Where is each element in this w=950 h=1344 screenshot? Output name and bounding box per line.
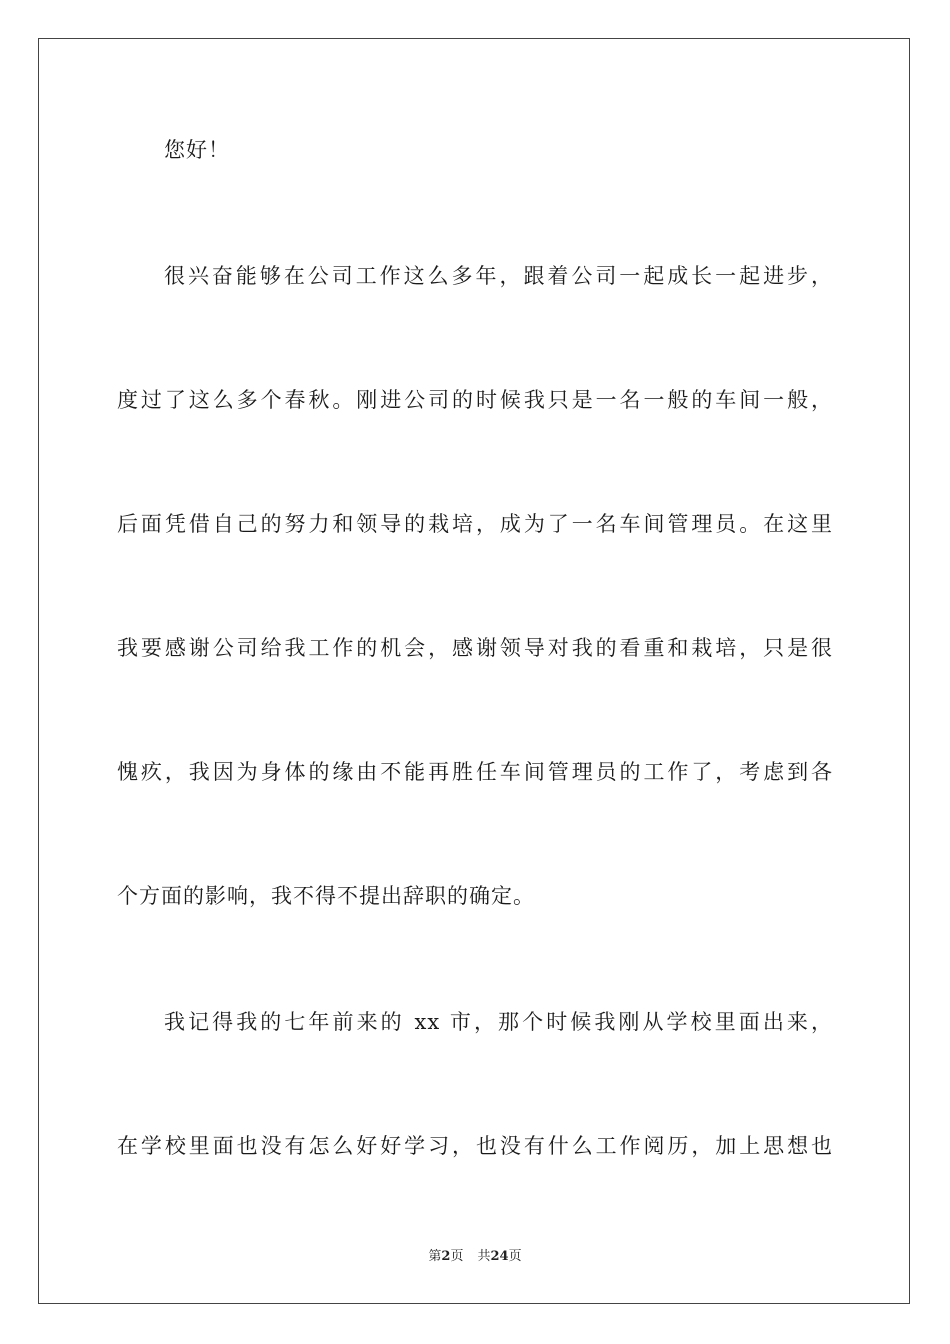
page-footer bbox=[0, 1248, 950, 1266]
greeting: 您好！ bbox=[164, 138, 230, 162]
paragraph-line: 我记得我的七年前来的 xx 市，那个时候我刚从学校里面出来， bbox=[164, 1010, 833, 1034]
paragraph-line: 很兴奋能够在公司工作这么多年，跟着公司一起成长一起进步， bbox=[164, 264, 833, 288]
footer-total-prefix: 共 bbox=[477, 1249, 491, 1264]
footer-page-prefix: 第 bbox=[428, 1249, 442, 1264]
page-border bbox=[38, 38, 910, 1304]
paragraph-line: 后面凭借自己的努力和领导的栽培，成为了一名车间管理员。在这里 bbox=[117, 512, 833, 536]
paragraph-line: 个方面的影响，我不得不提出辞职的确定。 bbox=[117, 884, 535, 908]
footer-page-number: 2 bbox=[441, 1249, 451, 1264]
footer-total-pages: 24 bbox=[490, 1249, 509, 1264]
paragraph-line: 我要感谢公司给我工作的机会，感谢领导对我的看重和栽培，只是很 bbox=[117, 636, 833, 660]
paragraph-line: 度过了这么多个春秋。刚进公司的时候我只是一名一般的车间一般， bbox=[117, 388, 833, 412]
footer-total-suffix: 页 bbox=[508, 1249, 522, 1264]
paragraph-line: 在学校里面也没有怎么好好学习，也没有什么工作阅历，加上思想也 bbox=[117, 1134, 833, 1158]
footer-page-suffix: 页 bbox=[450, 1249, 464, 1264]
paragraph-line: 愧疚，我因为身体的缘由不能再胜任车间管理员的工作了，考虑到各 bbox=[117, 760, 833, 784]
